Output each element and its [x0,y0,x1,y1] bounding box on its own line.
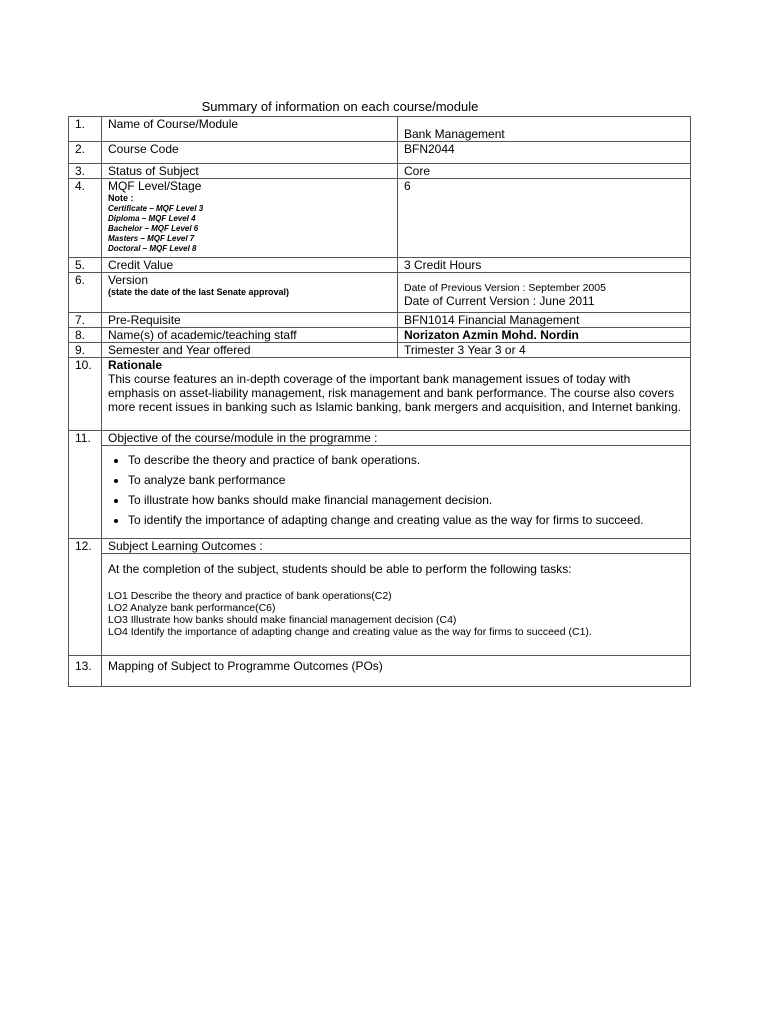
row-number: 7. [69,313,102,328]
row-label: Pre-Requisite [102,313,398,328]
row-label: MQF Level/Stage [108,179,202,193]
objective-item: • To identify the importance of adapting change and creating value as the way for firms to succeed. [128,510,684,530]
staff-value: Norizaton Azmin Mohd. Nordin [398,328,691,343]
objective-label: Objective of the course/module in the programme : [102,431,691,446]
row-objective-body [69,446,691,539]
row-label: Course Code [102,142,398,164]
mqf-note-line: Doctoral – MQF Level 8 [108,244,197,253]
row-number: 1. [69,117,102,142]
outcome-item: LO4 Identify the importance of adapting change and creating value as the way for firms to succeed (C1). [108,626,592,638]
row-number: 8. [69,328,102,343]
current-version: Date of Current Version : June 2011 [404,294,595,308]
version-value-cell [398,273,691,313]
row-number: 3. [69,164,102,179]
outcomes-label: Subject Learning Outcomes : [102,539,691,554]
row-label: Name of Course/Module [102,117,398,142]
row-mapping [69,656,691,687]
row-objective-header [69,431,691,446]
rationale-heading: Rationale [108,358,163,372]
status-value: Core [398,164,691,179]
outcome-item: LO1 Describe the theory and practice of bank operations(C2) [108,590,392,602]
row-outcomes-body [69,554,691,656]
outcome-item: LO3 Illustrate how banks should make financial management decision (C4) [108,614,457,626]
row-number: 10. [69,358,102,431]
page-title [0,99,680,114]
row-value [398,117,691,142]
semester-value: Trimester 3 Year 3 or 4 [398,343,691,358]
row-number: 2. [69,142,102,164]
row-label: Semester and Year offered [102,343,398,358]
mqf-note-line: Certificate – MQF Level 3 [108,204,204,213]
mqf-note-line: Masters – MQF Level 7 [108,234,195,243]
mqf-note-line: Diploma – MQF Level 4 [108,214,196,223]
row-course-code [69,142,691,164]
row-label: Version [108,273,149,287]
outcomes-intro: At the completion of the subject, students should be able to perform the following tasks: [108,562,572,576]
row-label: Credit Value [102,258,398,273]
row-number: 13. [69,656,102,687]
row-label: Status of Subject [102,164,398,179]
mapping-label: Mapping of Subject to Programme Outcomes (POs) [102,656,691,687]
rationale-text: This course features an in-depth coverage of the important bank management issues of today with emphasis on asset-liability management, risk management and bank performance. The course also covers more recent issues in banking such as Islamic banking, bank mergers and acquisition, and Internet banking. [108,372,681,414]
objective-item: • To describe the theory and practice of bank operations. [128,450,684,470]
row-status [69,164,691,179]
row-number: 9. [69,343,102,358]
version-subnote: (state the date of the last Senate approval) [108,287,290,297]
mqf-note-line: Bachelor – MQF Level 6 [108,224,199,233]
rationale-cell [102,358,691,431]
course-name-value: Bank Management [404,127,505,141]
outcomes-cell [102,554,691,656]
row-number: 6. [69,273,102,313]
row-rationale [69,358,691,431]
row-outcomes-header [69,539,691,554]
mqf-level-value: 6 [398,179,691,258]
row-staff [69,328,691,343]
course-code-value: BFN2044 [398,142,691,164]
row-prerequisite [69,313,691,328]
objective-cell [102,446,691,539]
row-mqf-level [69,179,691,258]
row-number: 5. [69,258,102,273]
row-number: 12. [69,539,102,656]
row-label-cell [102,273,398,313]
prerequisite-value: BFN1014 Financial Management [398,313,691,328]
mqf-note-title: Note : [108,193,134,203]
row-label-cell [102,179,398,258]
objective-list [108,450,684,530]
row-semester [69,343,691,358]
page-title-text: Summary of information on each course/module [201,99,479,114]
row-number: 11. [69,431,102,539]
row-label: Name(s) of academic/teaching staff [102,328,398,343]
row-version [69,273,691,313]
row-course-name [69,117,691,142]
row-number: 4. [69,179,102,258]
objective-item: • To analyze bank performance [128,470,684,490]
row-credit-value [69,258,691,273]
course-summary-table [68,116,691,687]
outcomes-list [108,590,684,638]
credit-value: 3 Credit Hours [398,258,691,273]
previous-version: Date of Previous Version : September 2005 [404,282,606,294]
outcome-item: LO2 Analyze bank performance(C6) [108,602,276,614]
objective-item: • To illustrate how banks should make financial management decision. [128,490,684,510]
